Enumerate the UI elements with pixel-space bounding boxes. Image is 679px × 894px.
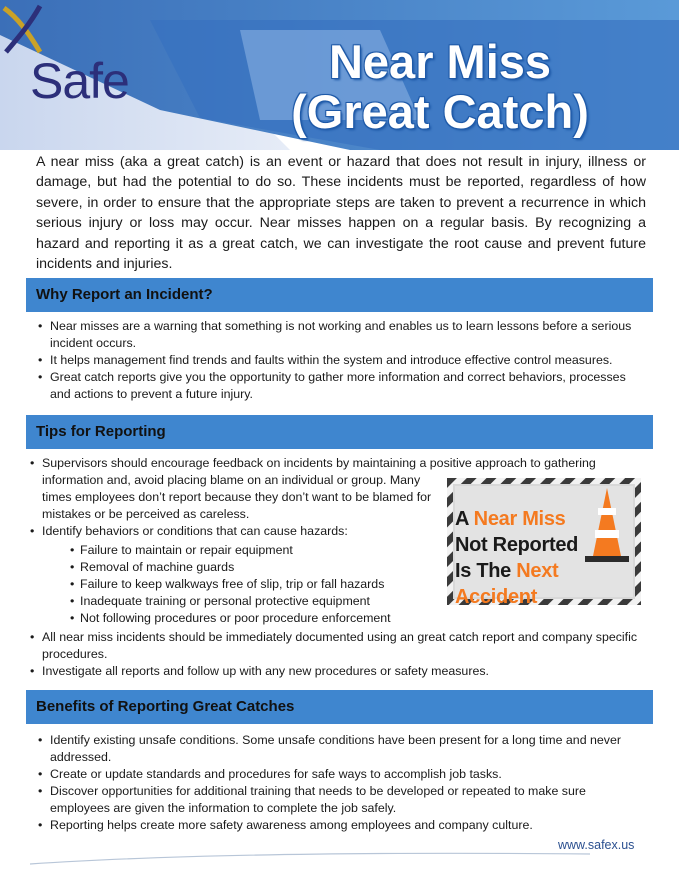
tips-item-text-b: times employees don’t report because they don’t want to be blamed for mistakes or be perceived as careless. [42,490,432,521]
section-header-benefits: Benefits of Reporting Great Catches [26,690,653,724]
page-title-line2: (Great Catch) [291,85,589,138]
footer-swoosh-line [30,852,590,866]
sign-text [455,506,641,610]
why-report-list [36,318,648,403]
list-item: • Not following procedures or poor procedure enforcement [68,610,648,627]
list-item: • Failure to keep walkways free of slip, trip or fall hazards [68,576,648,593]
benefits-list [36,732,648,834]
list-item: • Identify behaviors or conditions that can cause hazards: [28,523,648,540]
near-miss-sign-image [447,478,641,608]
list-item: • Identify existing unsafe conditions. Some unsafe conditions have been present for a long time and never addressed. [36,732,648,766]
list-item: • Discover opportunities for additional training that needs to be developed or repeated to make sure employees are given the information to complete the job safely. [36,783,648,817]
list-item: • Investigate all reports and follow up with any new procedures or safety measures. [28,663,648,680]
list-item: • Inadequate training or personal protective equipment [68,593,648,610]
sign-line2: Not Reported [455,534,579,556]
list-item: • Reporting helps create more safety awareness among employees and company culture. [36,817,648,834]
list-item: • Great catch reports give you the opportunity to gather more information and correct behaviors, processes and actions to prevent a future injury. [36,369,648,403]
page-header [0,0,679,150]
tips-item-text-a: • Supervisors should encourage feedback on incidents by maintaining a positive approach to gathering information and, avoid placing blame on an individual or group. Many [42,456,596,487]
page-title-line1: Near Miss [328,35,552,88]
intro-paragraph: A near miss (aka a great catch) is an event or hazard that does not result in injury, illness or damage, but had the potential to do so. These incidents must be reported, regardless of how severe, in order to ensure that the appropriate steps are taken to prevent a recurrence in which serious injury or loss may occur. Near misses happen on a regular basis. By recognizing a hazard and reporting it as a great catch, we can investigate the root cause and prevent future incidents and injuries. [36,154,646,273]
footer-website-link[interactable]: www.safex.us [558,838,635,852]
section-header-why-report: Why Report an Incident? [26,278,653,312]
list-item: • Failure to maintain or repair equipment [68,542,648,559]
safex-logo: Safe [30,53,129,109]
list-item: • All near miss incidents should be immediately documented using an great catch report and company specific procedures. [28,629,648,663]
safex-logo-x-icon [0,0,50,60]
sign-line1: A Near Miss [455,508,566,530]
section-header-tips: Tips for Reporting [26,415,653,449]
list-item: • Create or update standards and procedures for safe ways to accomplish job tasks. [36,766,648,783]
sign-line3: Is The Next Accident [455,560,559,608]
list-item: • It helps management find trends and faults within the system and introduce effective control measures. [36,352,648,369]
list-item: • Removal of machine guards [68,559,648,576]
list-item: • Near misses are a warning that something is not working and enables us to learn lessons before a serious incident occurs. [36,318,648,352]
